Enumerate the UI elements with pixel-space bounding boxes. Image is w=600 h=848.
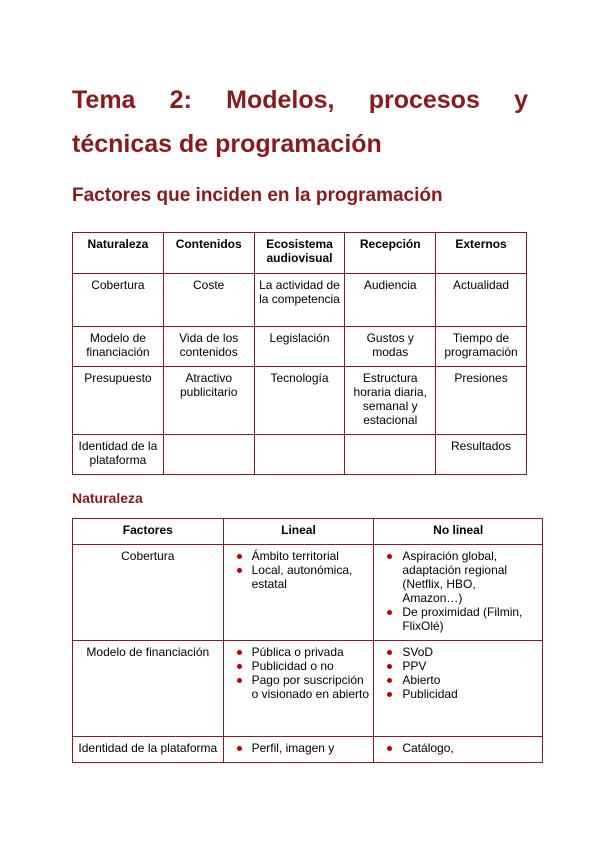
table-cell: Presupuesto (73, 367, 164, 435)
table-cell: La actividad de la competencia (254, 274, 345, 327)
list-item: Abierto (402, 673, 538, 687)
table-header-cell: Contenidos (163, 233, 254, 274)
table-cell: Identidad de la plataforma (73, 435, 164, 475)
table-cell: Estructura horaria diaria, semanal y estacional (345, 367, 436, 435)
bullet-list (380, 645, 538, 701)
table-cell: Tiempo de programación (436, 327, 527, 367)
list-item: Publicidad (402, 687, 538, 701)
table-cell-lineal (223, 641, 374, 737)
table-cell (254, 435, 345, 475)
table-header-cell: Factores (73, 519, 224, 545)
table-row (73, 435, 527, 475)
table-cell: Audiencia (345, 274, 436, 327)
table-cell: Actualidad (436, 274, 527, 327)
table-row (73, 641, 543, 737)
section-heading-factores: Factores que inciden en la programación (72, 185, 443, 206)
table-cell: Resultados (436, 435, 527, 475)
table-cell: Atractivo publicitario (163, 367, 254, 435)
table-cell-factor: Cobertura (73, 545, 224, 641)
list-item: Catálogo, (402, 741, 538, 755)
table-cell: Vida de los contenidos (163, 327, 254, 367)
page-title (72, 78, 528, 166)
table-row (73, 327, 527, 367)
table-header-row (73, 233, 527, 274)
table-cell-nolineal (374, 545, 543, 641)
table-header-row (73, 519, 543, 545)
table-cell-factor: Modelo de financiación (73, 641, 224, 737)
list-item: De proximidad (Filmin, FlixOlé) (402, 605, 538, 633)
table-cell: Presiones (436, 367, 527, 435)
table-header-cell: Recepción (345, 233, 436, 274)
page-title-line-1: Tema 2: Modelos, procesos y (72, 86, 528, 114)
list-item: Perfil, imagen y (252, 741, 370, 755)
section-heading-naturaleza: Naturaleza (72, 490, 143, 506)
bullet-list (230, 645, 370, 701)
table-cell-nolineal (374, 737, 543, 763)
table-row (73, 545, 543, 641)
bullet-list (230, 549, 370, 591)
list-item: Pública o privada (252, 645, 370, 659)
table-cell-factor: Identidad de la plataforma (73, 737, 224, 763)
factors-table (72, 232, 527, 475)
page-title-line-2: técnicas de programación (72, 130, 382, 158)
bullet-list (380, 549, 538, 633)
table-cell: Modelo de financiación (73, 327, 164, 367)
naturaleza-table (72, 518, 543, 763)
table-cell (163, 435, 254, 475)
table-cell-lineal (223, 545, 374, 641)
list-item: Local, autonómica, estatal (252, 563, 370, 591)
list-item: SVoD (402, 645, 538, 659)
list-item: Aspiración global, adaptación regional (Netflix, HBO, Amazon…) (402, 549, 538, 605)
table-cell-nolineal (374, 641, 543, 737)
table-cell-lineal (223, 737, 374, 763)
table-row (73, 737, 543, 763)
table-header-cell: Ecosistema audiovisual (254, 233, 345, 274)
list-item: Ámbito territorial (252, 549, 370, 563)
table-cell: Legislación (254, 327, 345, 367)
table-header-cell: Lineal (223, 519, 374, 545)
table-cell: Gustos y modas (345, 327, 436, 367)
table-header-cell: Externos (436, 233, 527, 274)
table-header-cell: Naturaleza (73, 233, 164, 274)
table-row (73, 367, 527, 435)
list-item: Publicidad o no (252, 659, 370, 673)
table-cell: Coste (163, 274, 254, 327)
table-header-cell: No lineal (374, 519, 543, 545)
list-item: Pago por suscripción o visionado en abierto (251, 673, 370, 701)
table-cell: Cobertura (73, 274, 164, 327)
list-item: PPV (402, 659, 538, 673)
table-cell (345, 435, 436, 475)
table-row (73, 274, 527, 327)
table-cell: Tecnología (254, 367, 345, 435)
bullet-list (230, 741, 370, 755)
bullet-list (380, 741, 538, 755)
